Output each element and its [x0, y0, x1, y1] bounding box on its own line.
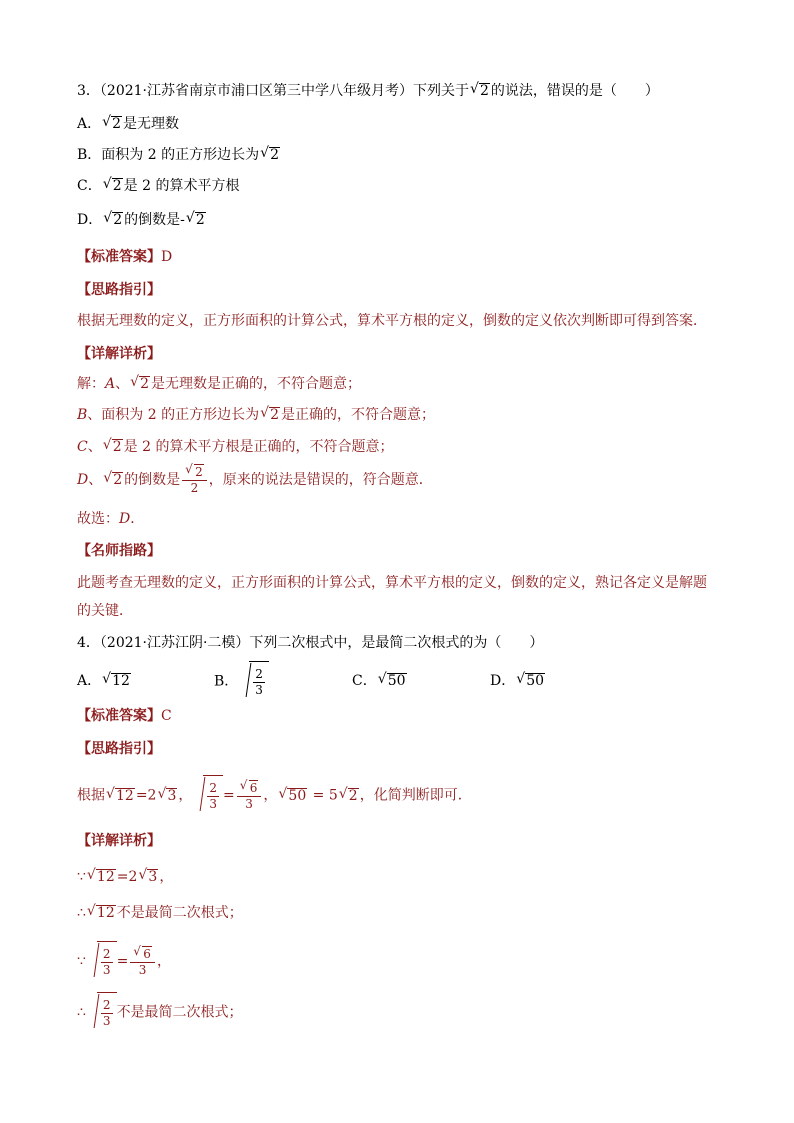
sqrt-50: √ 50: [378, 670, 407, 692]
sqrt-2-over-3: $\frac{2}{3}$: [238, 661, 269, 702]
sqrt-12: √ 12: [87, 902, 116, 924]
sqrt-3: √ 3: [157, 776, 177, 816]
q4-detail-label: 【详解详析】: [77, 833, 161, 849]
sqrt-2-over-3: $\frac{2}{3}$: [86, 941, 117, 982]
q3-title-tail: 的说法，错误的是（ ）: [490, 83, 659, 99]
q3-detail-label: 【详解详析】: [77, 346, 161, 362]
answer-label: 【标准答案】: [77, 249, 161, 265]
q3-teacher-text-2: 的关键．: [77, 603, 133, 619]
sqrt-2: √ 2: [103, 209, 123, 231]
q3-teacher-text-1: 此题考查无理数的定义，正方形面积的计算公式，算术平方根的定义，倒数的定义，熟记各定义是解题: [77, 575, 707, 591]
q3-option-c: C．√ 2 是 2 的算术平方根: [77, 175, 239, 197]
sqrt-12: √ 12: [106, 776, 135, 816]
because-symbol: ∵: [77, 953, 86, 970]
sqrt-2: √ 2: [260, 404, 280, 426]
q4-step-1: ∵√ 12 =2√ 3 ，: [77, 866, 173, 888]
q3-detail-3: C、√ 2 是 2 的算术平方根是正确的，不符合题意；: [77, 436, 393, 458]
because-symbol: ∵: [77, 869, 86, 885]
q3-option-d: D．√ 2 的倒数是-√ 2: [77, 209, 207, 231]
q3-teacher-label: 【名师指路】: [77, 543, 161, 559]
q3-hint-text: 根据无理数的定义，正方形面积的计算公式，算术平方根的定义，倒数的定义依次判断即可得到答案．: [77, 313, 707, 329]
q3-detail-1: 解：A、√ 2 是无理数是正确的，不符合题意；: [77, 373, 361, 395]
q3-choose: 故选：D．: [77, 511, 145, 527]
sqrt-6: √ 6: [133, 946, 152, 962]
sqrt-2: √ 2: [186, 209, 206, 231]
q3-title-text: 3．（2021·江苏省南京市浦口区第三中学八年级月考）下列关于: [77, 83, 469, 99]
q4-option-d: D．√ 50: [490, 670, 546, 692]
answer-label: 【标准答案】: [77, 708, 161, 724]
sqrt-2: √ 2: [339, 776, 359, 816]
q4-step-4: ∴ $\frac{2}{3}$ 不是最简二次根式；: [77, 992, 243, 1033]
sqrt-2: √ 2: [103, 462, 123, 498]
sqrt-50: √ 50: [516, 670, 545, 692]
q4-option-a: A．√ 12: [77, 670, 132, 692]
therefore-symbol: ∴: [77, 1004, 86, 1021]
therefore-symbol: ∴: [77, 905, 86, 921]
q4-step-2: ∴√ 12 不是最简二次根式；: [77, 902, 243, 924]
q4-title: 4．（2021·江苏江阴·二模）下列二次根式中，是最简二次根式的为（ ）: [77, 635, 544, 651]
q3-answer: [77, 246, 172, 268]
q3-hint-label: 【思路指引】: [77, 282, 161, 298]
q3-option-a: A．√ 2 是无理数: [77, 113, 179, 135]
q4-hint-label: 【思路指引】: [77, 741, 161, 757]
q4-step-3: ∵ $\frac{2}{3}$ = √ $\frac{6}{3}$ ，: [77, 941, 171, 982]
answer-value: C: [161, 708, 172, 724]
answer-value: D: [161, 249, 173, 265]
sqrt-2: √ 2: [470, 80, 490, 102]
fraction-sqrt6-over-3: √ $\frac{6}{3}$: [130, 946, 155, 978]
q4-hint-text: 根据√ 12 =2√ 3 ， $\frac{2}{3}$ = √ $\frac{6}{3}$ ，√ 50 = 5√ 2 ，化简判断即可．: [77, 775, 472, 816]
q3-detail-4: D、√ 2 的倒数是 √ $\frac{2}{2}$ ，原来的说法是错误的，符合题意．: [77, 462, 433, 498]
sqrt-2: √ 2: [103, 436, 123, 458]
sqrt-6: √ 6: [240, 780, 259, 796]
sqrt-3: √ 3: [138, 866, 158, 888]
q4-option-b: B． $\frac{2}{3}$: [214, 661, 269, 702]
q3-detail-2: B、面积为 2 的正方形边长为√ 2 是正确的，不符合题意；: [77, 404, 435, 426]
q3-option-b: B．面积为 2 的正方形边长为√ 2: [77, 144, 281, 166]
sqrt-2: √ 2: [185, 464, 204, 480]
sqrt-2: √ 2: [103, 175, 123, 197]
sqrt-2: √ 2: [102, 113, 122, 135]
sqrt-2: √ 2: [260, 144, 280, 166]
fraction-sqrt2-over-2: √ $\frac{2}{2}$: [182, 464, 207, 496]
q4-option-c: C．√ 50: [352, 670, 408, 692]
sqrt-2-over-3: $\frac{2}{3}$: [192, 775, 223, 816]
sqrt-12: √ 12: [102, 670, 131, 692]
q4-answer: [77, 705, 172, 727]
fraction-sqrt6-over-3: √ $\frac{6}{3}$: [237, 780, 262, 812]
sqrt-12: √ 12: [87, 866, 116, 888]
sqrt-2-over-3: $\frac{2}{3}$: [86, 992, 117, 1033]
q3-title: [77, 80, 659, 102]
sqrt-2: √ 2: [130, 373, 150, 395]
sqrt-50: √ 50: [278, 776, 307, 816]
